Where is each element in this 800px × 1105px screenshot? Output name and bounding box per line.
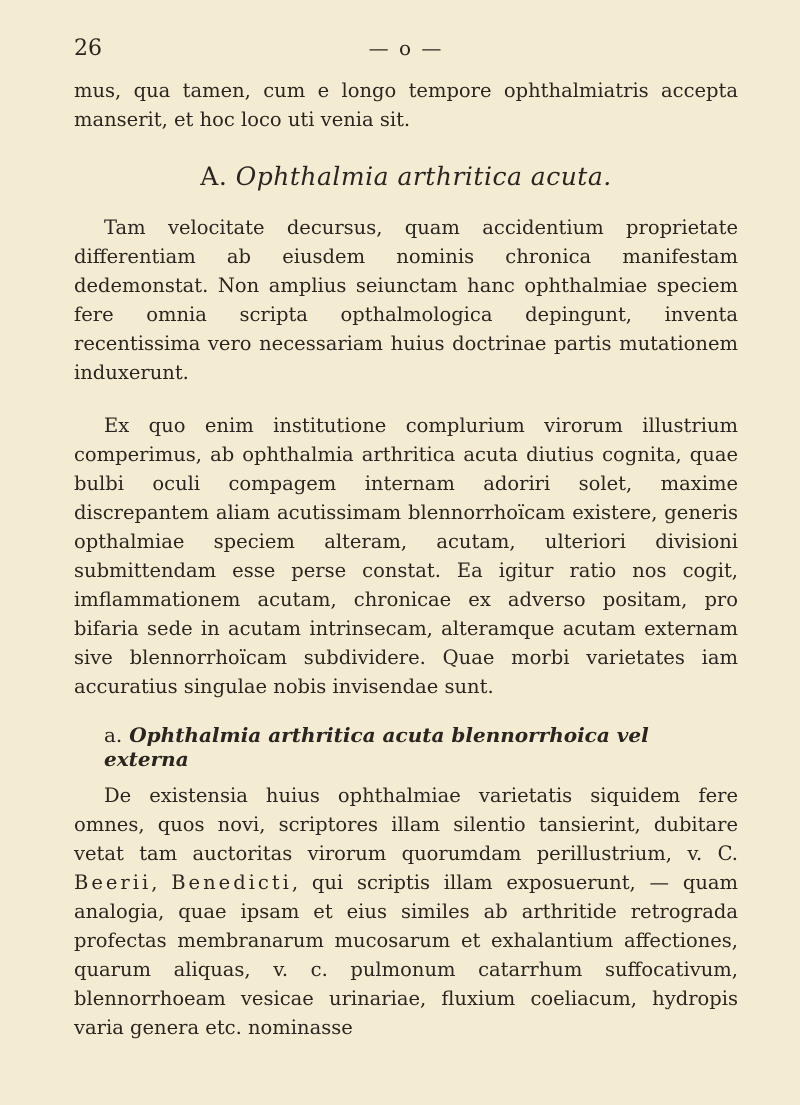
paragraph-3-text-end: , qui scriptis illam exposuerunt, — quam analogia, quae ipsam et eius similes ab arthritide retrograda profectas membranarum mucosarum et exhalantium affectiones, quarum aliquas, v. c. pulmonum catarrhum suffocativum, blennorrhoeam vesicae urinariae, fluxium coeliacum, hydropis varia genera etc. nominasse [74,871,738,1039]
subsection-letter: a. [104,723,123,747]
paragraph-1: Tam velocitate decursus, quam accidentium proprietate differentiam ab eiusdem nominis chronica manifestam dedemonstat. Non amplius seiunctam hanc ophthalmiae speciem fere omnia scripta opthalmologica depingunt, inventa recentissima vero necessariam huius doctrinae partis mutationem induxerunt. [74,216,738,384]
section-letter: A. [200,162,228,191]
page-header [74,36,738,76]
page-number: 26 [74,36,102,61]
subsection-heading-a [74,723,738,771]
author-name-benedictus: Benedicti [171,871,292,894]
name-separator: , [151,871,172,894]
subsection-title-text: Ophthalmia arthritica acuta blennorrhoica vel externa [104,723,649,771]
paragraph-3 [74,781,738,1042]
section-heading-a [74,162,738,191]
section-title-text: Ophthalmia arthritica acuta. [235,162,612,191]
paragraph-2: Ex quo enim institutione complurium virorum illustrium comperimus, ab ophthalmia arthritica acuta diutius cognita, quae bulbi oculi compagem internam adoriri solet, maxime discrepantem aliam acutissimam blennorrhoïcam existere, generis opthalmiae speciem alteram, acutam, ulteriori divisioni submittendam esse perse constat. Ea igitur ratio nos cogit, imflammationem acutam, chronicae ex adverso positam, pro bifaria sede in acutam intrinsecam, alteramque acutam externam sive blennorrhoïcam subdividere. Quae morbi varietates iam accuratius singulae nobis invisendae sunt. [74,414,738,698]
running-head: — o — [368,36,444,60]
paragraph-continuation: mus, qua tamen, cum e longo tempore ophthalmiatris accepta manserit, et hoc loco uti venia sit. [74,79,738,131]
author-name-beerius: Beerii [74,871,152,894]
paragraph-3-text-start: De existensia huius ophthalmiae varietatis siquidem fere omnes, quos novi, scriptores illam silentio tansierint, dubitare vetat tam auctoritas virorum quorumdam perillustrium, v. C. [74,784,738,865]
